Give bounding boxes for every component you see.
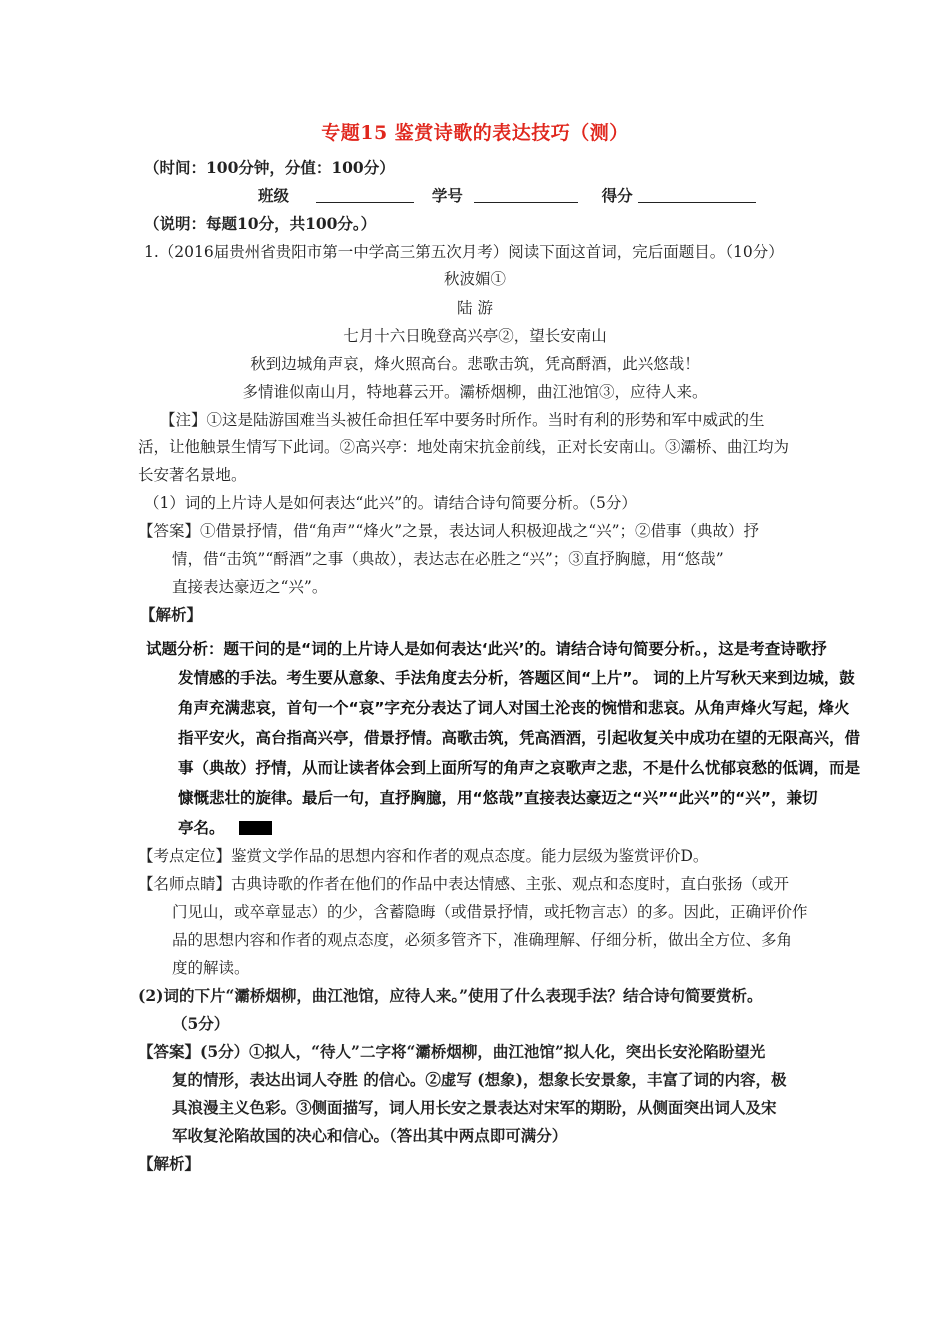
number-label: 学号 [431,186,463,205]
number-blank [474,186,578,203]
poem-subtitle: 七月十六日晚登高兴亭②，望长安南山 [343,327,607,345]
mingshi-note-line: 品的思想内容和作者的观点态度，必须多管齐下，准确理解、仔细分析，做出全方位、多角 [172,931,793,949]
question-1-stem: 1.（2016届贵州省贵阳市第一中学高三第五次月考）阅读下面这首词，完后面题目。（10分） [144,243,784,261]
poem-title: 秋波媚① [443,270,506,288]
redaction-block [239,821,272,835]
poem-author: 陆 游 [457,299,493,317]
poem-note-line: 活，让他触景生情写下此词。②高兴亭：地处南宋抗金前线，正对长安南山。③灞桥、曲江均为 [138,438,790,456]
poem-verse: 多情谁似南山月，特地暮云开。灞桥烟柳，曲江池馆③，应待人来。 [242,383,708,401]
analysis-line: 试题分析：题干问的是“词的上片诗人是如何表达‘此兴’的。请结合诗句简要分析。，这是考查诗歌抒 [146,640,827,658]
analysis-label: 【解析】 [140,605,203,624]
analysis-line: 角声充满悲哀，首句一个“哀”字充分表达了词人对国土沦丧的惋惜和悲哀。从角声烽火写起，烽火 [178,699,850,717]
sub-question-1: （1）词的上片诗人是如何表达“此兴”的。请结合诗句简要分析。（5分） [144,494,637,512]
mingshi-note-line: 度的解读。 [172,959,250,977]
answer-line: 具浪漫主义色彩。③侧面描写，词人用长安之景表达对宋军的期盼，从侧面突出词人及宋 [172,1098,777,1117]
poem-note-line: 长安著名景地。 [138,466,247,484]
score-label: 得分 [601,186,633,205]
class-blank [316,186,414,203]
sub-question-2-points: （5分） [172,1014,230,1033]
analysis-line: 亭名。 [178,819,225,837]
sub-question-2: (2)词的下片“灞桥烟柳，曲江池馆，应待人来。”使用了什么表现手法？结合诗句简要赏析。 [138,986,763,1005]
poem-note-line: 【注】①这是陆游国难当头被任命担任军中要务时所作。当时有利的形势和军中威武的生 [160,411,765,429]
answer-line: 复的情形，表达出词人夺胜 的信心。②虚写 (想象)，想象长安景象，丰富了词的内容，极 [172,1070,787,1089]
answer-line: 直接表达豪迈之“兴”。 [172,578,328,596]
info-row [258,185,756,207]
answer-line: 【答案】①借景抒情，借“角声”“烽火”之景，表达词人积极迎战之“兴”；②借事（典故）抒 [138,522,760,540]
page-title: 专题15 鉴赏诗歌的表达技巧（测） [321,122,629,144]
mingshi-note-line: 【名师点睛】古典诗歌的作者在他们的作品中表达情感、主张、观点和态度时，直白张扬（或开 [138,875,790,893]
analysis-label: 【解析】 [138,1154,201,1173]
class-label: 班级 [258,186,290,205]
answer-line: 情，借“击筑”“酹酒”之事（典故），表达志在必胜之“兴”；③直抒胸臆，用“悠哉” [172,550,724,568]
score-blank [638,186,756,203]
analysis-line: 事（典故）抒情，从而让读者体会到上面所写的角声之哀歌声之悲，不是什么忧郁哀愁的低调，而是 [178,759,861,777]
time-score-info: （时间：100分钟，分值：100分） [144,158,395,177]
answer-line: 军收复沦陷故国的决心和信心。（答出其中两点即可满分） [172,1126,568,1145]
poem-verse: 秋到边城角声哀，烽火照高台。悲歌击筑，凭高酹酒，此兴悠哉！ [250,355,700,373]
analysis-line: 指平安火，高台指高兴亭，借景抒情。高歌击筑，凭高酒酒，引起收复关中成功在望的无限高兴，借 [178,729,861,747]
analysis-line: 慷慨悲壮的旋律。最后一句，直抒胸臆，用“悠哉”直接表达豪迈之“兴”“此兴”的“兴”，兼切 [178,789,818,807]
kaodian-note: 【考点定位】鉴赏文学作品的思想内容和作者的观点态度。能力层级为鉴赏评价D。 [138,847,709,865]
instruction-note: （说明：每题10分，共100分。） [144,214,377,233]
analysis-line: 发情感的手法。考生要从意象、手法角度去分析，答题区间“上片”。 词的上片写秋天来到边城，鼓 [178,669,855,687]
mingshi-note-line: 门见山，或卒章显志）的少，含蓄隐晦（或借景抒情，或托物言志）的多。因此，正确评价作 [172,903,808,921]
answer-line: 【答案】(5分）①拟人，“待人”二字将“灞桥烟柳，曲江池馆”拟人化，突出长安沦陷盼望光 [138,1042,766,1061]
